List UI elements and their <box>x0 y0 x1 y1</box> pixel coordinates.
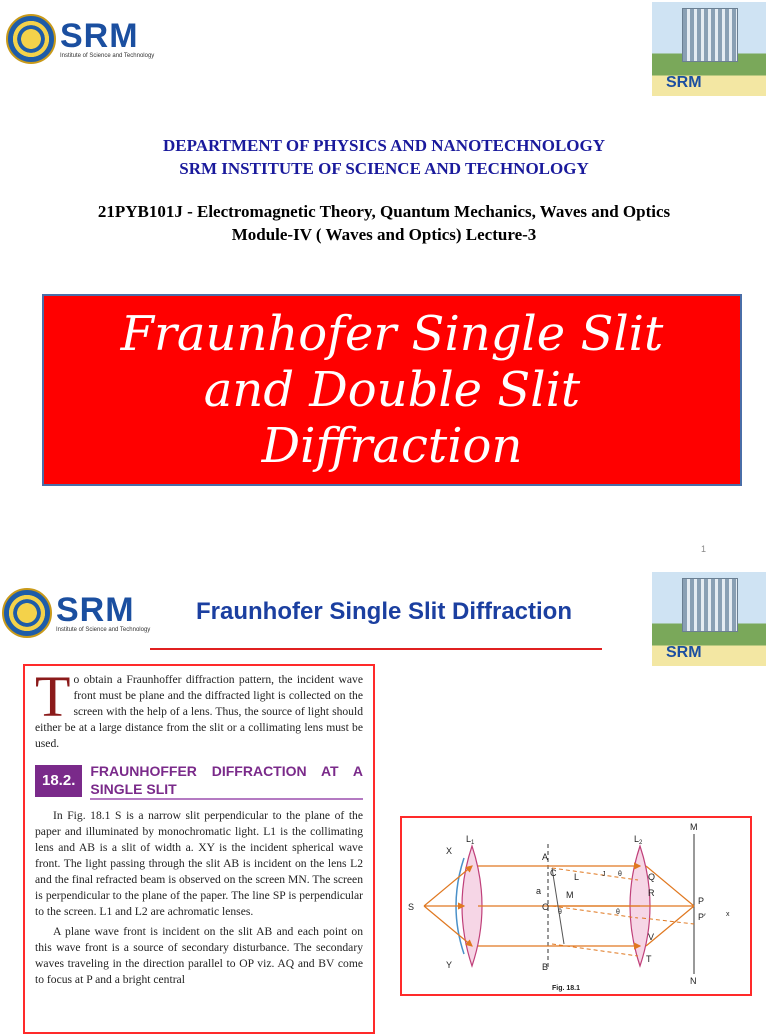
section-title: FRAUNHOFFER DIFFRACTION AT A SINGLE SLIT <box>90 762 363 800</box>
section-heading <box>35 762 363 800</box>
label-y: Y <box>446 960 453 970</box>
label-s: S <box>408 902 415 912</box>
intro-paragraph <box>35 664 363 752</box>
label-screen-n: N <box>690 976 697 986</box>
title-line-1: Fraunhofer Single Slit <box>120 306 664 362</box>
label-b: B <box>542 962 549 972</box>
corner-logo-text: SRM <box>666 74 702 91</box>
label-x-distance: x <box>726 911 730 918</box>
slide-2 <box>0 568 768 1024</box>
label-theta-3: θ <box>616 909 620 916</box>
paragraph-2: A plane wave front is incident on the slit AB and each point on this wave front is a source of secondary disturbance. The secondary waves traveling in the direction parallel to OP viz. AQ and BV come to focus at P and a bright central <box>35 925 363 986</box>
label-l1: $L_1$ <box>466 834 475 846</box>
label-p-prime: P′ <box>698 912 706 922</box>
campus-building-image <box>652 2 766 96</box>
srm-logo <box>6 14 154 64</box>
label-o: O <box>542 902 550 912</box>
textbook-excerpt <box>23 664 375 1034</box>
corner-logo-text: SRM <box>666 644 702 661</box>
label-m: M <box>566 890 574 900</box>
fraunhofer-diagram <box>400 816 752 996</box>
title-line-2: and Double Slit <box>203 362 581 418</box>
intro-text: o obtain a Fraunhoffer diffraction pattern, the incident wave front must be plane and the diffracted light is collected on the screen with the help of a lens. Thus, the source of light should either be at a large distance from the slit or a collimating lens must be used. <box>35 673 363 750</box>
label-r: R <box>648 888 655 898</box>
page-number: 1 <box>700 544 706 554</box>
logo-tagline: Institute of Science and Technology <box>60 53 155 59</box>
course-code: 21PYB101J - Electromagnetic Theory, Quantum Mechanics, Waves and Optics <box>97 202 671 221</box>
label-screen-m: M <box>690 822 698 832</box>
srm-seal-icon <box>6 14 56 64</box>
label-theta-1: θ <box>558 909 562 916</box>
title-underline <box>150 648 602 650</box>
logo-tagline: Institute of Science and Technology <box>56 627 151 633</box>
label-v: V <box>648 932 655 942</box>
label-width-a: a <box>536 886 542 896</box>
section-number: 18.2. <box>35 765 82 797</box>
label-q: Q <box>648 872 656 882</box>
department-block <box>0 134 768 180</box>
course-block <box>0 200 768 246</box>
label-p: P <box>698 896 705 906</box>
diagram-svg <box>402 818 750 994</box>
label-l: L <box>574 872 580 882</box>
title-box <box>42 294 742 486</box>
label-theta-2: θ <box>618 871 622 878</box>
label-l2: $L_2$ <box>634 834 643 846</box>
slide-title: Fraunhofer Single Slit Diffraction <box>195 598 573 625</box>
institute-name: SRM INSTITUTE OF SCIENCE AND TECHNOLOGY <box>179 159 589 178</box>
logo-name: SRM <box>60 17 139 55</box>
label-j: J <box>602 871 606 878</box>
module-name: Module-IV ( Waves and Optics) Lecture-3 <box>231 225 537 244</box>
label-x: X <box>446 846 453 856</box>
label-a: A <box>542 852 549 862</box>
logo-name: SRM <box>56 591 135 629</box>
paragraph-1: In Fig. 18.1 S is a narrow slit perpendicular to the plane of the paper and illuminated by monochromatic light. L1 is the collimating lens and AB is a slit of width a. XY is the incident spherical wave front. The light passing through the slit AB is incident on the lens L2 and the final refracted beam is observed on the screen MN. The screen is perpendicular to the plane of the paper. The line SP is perpendicular to the screen. L1 and L2 are achromatic lenses. <box>35 809 363 918</box>
title-line-3: Diffraction <box>261 418 523 474</box>
label-t: T <box>646 954 652 964</box>
label-c: C <box>550 868 557 878</box>
department-name: DEPARTMENT OF PHYSICS AND NANOTECHNOLOGY <box>162 136 606 155</box>
figure-caption: Fig. 18.1 <box>552 985 581 992</box>
drop-cap: T <box>35 664 71 729</box>
